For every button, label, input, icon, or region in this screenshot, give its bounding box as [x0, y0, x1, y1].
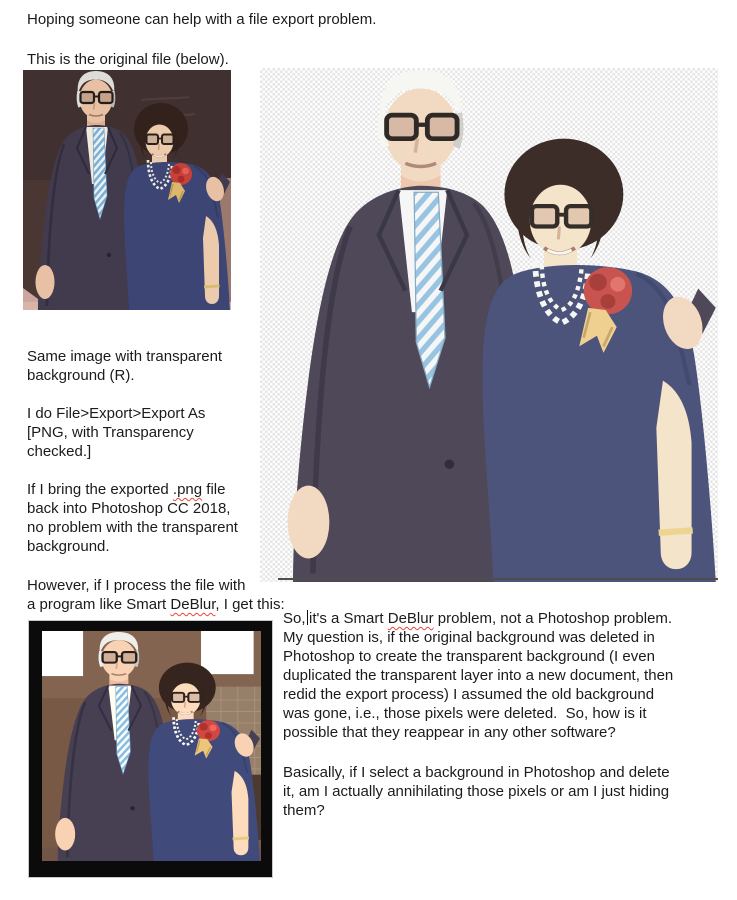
transparent-background-export[interactable] [260, 68, 718, 582]
text-segment: , I get this: [215, 596, 285, 613]
text-segment: I do File>Export>Export As [27, 405, 206, 422]
text-segment: Hoping someone can help with a file export problem. [27, 11, 377, 28]
deblur-photo [42, 631, 261, 861]
text-line [27, 480, 238, 499]
original-photo[interactable] [23, 70, 231, 310]
intro-line-1[interactable] [27, 10, 376, 29]
text-line [27, 10, 376, 29]
text-line [27, 347, 222, 366]
text-line [27, 404, 205, 423]
para-same-image[interactable] [27, 347, 222, 385]
text-line [27, 366, 222, 385]
text-segment: checked.] [27, 443, 92, 460]
text-line [283, 704, 673, 723]
text-line [283, 647, 673, 666]
text-segment: no problem with the transparent [27, 519, 238, 536]
para-basically[interactable] [283, 763, 670, 820]
text-segment: Photoshop to create the transparent background (I even [283, 648, 655, 665]
text-segment: Same image with transparent [27, 348, 223, 365]
text-line [27, 576, 285, 595]
text-line [283, 666, 673, 685]
misspelled-word: DeBlur [170, 596, 216, 613]
text-segment: [PNG, with Transparency [27, 424, 194, 441]
smart-deblur-result[interactable] [28, 620, 273, 878]
couple-cutout [260, 68, 718, 582]
text-line [283, 801, 670, 820]
text-line [283, 723, 673, 742]
text-segment: background. [27, 538, 110, 555]
text-line [27, 50, 229, 69]
cutout-bottom-edge [278, 578, 718, 580]
text-line [283, 763, 670, 782]
text-line [27, 537, 238, 556]
para-however[interactable] [27, 576, 285, 614]
text-segment: file [202, 481, 226, 498]
text-segment: back into Photoshop CC 2018, [27, 500, 231, 517]
text-segment: it's a Smart [309, 610, 388, 627]
text-segment: duplicated the transparent layer into a new document, then [283, 667, 674, 684]
misspelled-word: .png [172, 481, 203, 498]
para-export-as[interactable] [27, 404, 205, 461]
para-so-its[interactable] [283, 609, 673, 742]
text-line [27, 499, 238, 518]
para-bring-back[interactable] [27, 480, 238, 556]
text-line [283, 685, 673, 704]
text-segment: them? [283, 802, 325, 819]
text-segment: it, am I actually annihilating those pixels or am I just hiding [283, 783, 670, 800]
text-segment: possible that they reappear in any other software? [283, 724, 616, 741]
text-line [27, 423, 205, 442]
text-segment: a program like Smart [27, 596, 171, 613]
text-line [283, 609, 673, 628]
intro-line-2[interactable] [27, 50, 229, 69]
text-line [283, 782, 670, 801]
text-segment: problem, not a Photoshop problem. [433, 610, 673, 627]
text-segment: If I bring the exported [27, 481, 173, 498]
text-segment: This is the original file (below). [27, 51, 229, 68]
text-cursor [307, 610, 309, 625]
text-line [283, 628, 673, 647]
text-line [27, 595, 285, 614]
misspelled-word: DeBlur [387, 610, 434, 627]
text-segment: background (R). [27, 367, 135, 384]
text-segment: Basically, if I select a background in Photoshop and delete [283, 764, 670, 781]
text-segment: However, if I process the file with [27, 577, 246, 594]
text-segment: My question is, if the original background was deleted in [283, 629, 655, 646]
text-line [27, 442, 205, 461]
text-segment: So, [283, 610, 306, 627]
text-segment: was gone, i.e., those pixels were deleted. So, how is it [283, 705, 647, 722]
text-line [27, 518, 238, 537]
text-segment: redid the export process) I assumed the old background [283, 686, 655, 703]
